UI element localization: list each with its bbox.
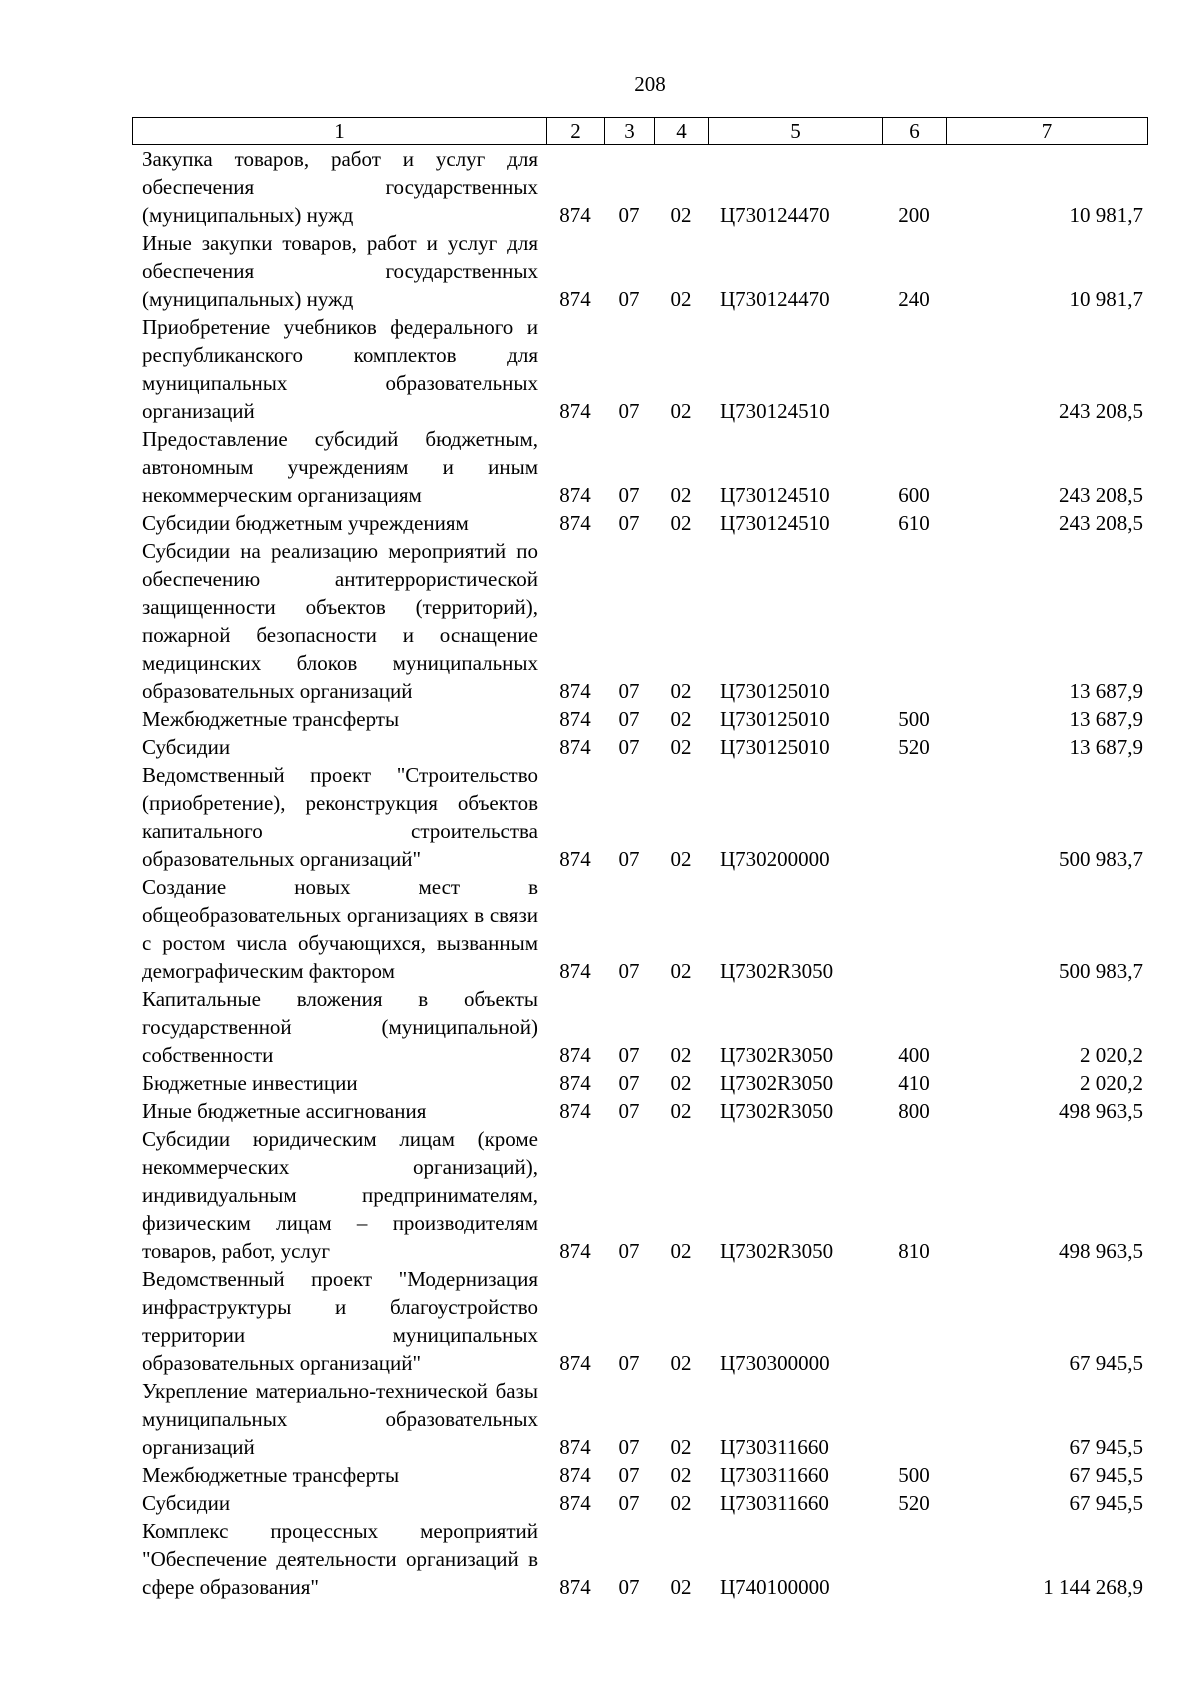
cell-col-3: 07 (618, 707, 640, 731)
cell-col-4: 02 (670, 1071, 692, 1095)
cell-col-6 (882, 313, 946, 425)
row-name: Межбюджетные трансферты (142, 1463, 400, 1487)
cell-col-4: 02 (670, 1491, 692, 1515)
row-name: Предоставление субсидий бюджетным, автономным учреждениям и иным некоммерческим организациям (142, 427, 538, 507)
budget-table (132, 145, 1147, 1601)
table-row (132, 761, 1147, 873)
row-name: Межбюджетные трансферты (142, 707, 400, 731)
cell-col-7: 2 020,2 (1080, 1043, 1143, 1067)
cell-col-4: 02 (670, 847, 692, 871)
row-name: Иные бюджетные ассигнования (142, 1099, 427, 1123)
cell-col-3: 07 (618, 959, 640, 983)
row-name: Субсидии (142, 1491, 231, 1515)
cell-col-4: 02 (670, 203, 692, 227)
cell-col-5: Ц730124510 (720, 399, 830, 423)
cell-col-2: 874 (559, 399, 591, 423)
cell-col-5: Ц730311660 (720, 1491, 829, 1515)
cell-col-3: 07 (618, 1463, 640, 1487)
cell-col-6: 200 (898, 203, 930, 227)
row-name: Приобретение учебников федерального и республиканского комплектов для муниципальных образовательных организаций (142, 315, 538, 423)
row-name: Бюджетные инвестиции (142, 1071, 358, 1095)
header-col-5: 5 (709, 118, 883, 145)
row-name: Субсидии бюджетным учреждениям (142, 511, 469, 535)
cell-col-2: 874 (559, 1463, 591, 1487)
cell-col-4: 02 (670, 399, 692, 423)
cell-col-7: 67 945,5 (1069, 1463, 1143, 1487)
cell-col-6 (882, 1265, 946, 1377)
cell-col-2: 874 (559, 1491, 591, 1515)
table-row (132, 1377, 1147, 1461)
cell-col-6 (882, 537, 946, 705)
cell-col-2: 874 (559, 1351, 591, 1375)
cell-col-4: 02 (670, 735, 692, 759)
cell-col-2: 874 (559, 1043, 591, 1067)
cell-col-6: 600 (898, 483, 930, 507)
header-col-3: 3 (605, 118, 655, 145)
cell-col-3: 07 (618, 511, 640, 535)
cell-col-7: 13 687,9 (1069, 707, 1143, 731)
cell-col-7: 13 687,9 (1069, 679, 1143, 703)
header-col-6: 6 (883, 118, 947, 145)
cell-col-5: Ц730124510 (720, 511, 830, 535)
cell-col-3: 07 (618, 1099, 640, 1123)
cell-col-4: 02 (670, 1351, 692, 1375)
cell-col-5: Ц730124470 (720, 203, 830, 227)
cell-col-5: Ц740100000 (720, 1575, 830, 1599)
cell-col-4: 02 (670, 511, 692, 535)
cell-col-3: 07 (618, 1239, 640, 1263)
cell-col-3: 07 (618, 1043, 640, 1067)
cell-col-6: 500 (898, 707, 930, 731)
cell-col-6: 810 (898, 1239, 930, 1263)
table-row (132, 873, 1147, 985)
cell-col-4: 02 (670, 1463, 692, 1487)
cell-col-4: 02 (670, 959, 692, 983)
cell-col-7: 500 983,7 (1059, 847, 1143, 871)
cell-col-5: Ц7302R3050 (720, 1239, 834, 1263)
row-name: Ведомственный проект "Строительство (приобретение), реконструкция объектов капитального строительства образовательных организаций" (142, 763, 538, 871)
table-header (132, 117, 1148, 145)
cell-col-7: 10 981,7 (1069, 287, 1143, 311)
cell-col-7: 1 144 268,9 (1043, 1575, 1143, 1599)
cell-col-3: 07 (618, 1491, 640, 1515)
table-row (132, 733, 1147, 761)
cell-col-5: Ц7302R3050 (720, 1099, 834, 1123)
cell-col-7: 498 963,5 (1059, 1239, 1143, 1263)
cell-col-3: 07 (618, 847, 640, 871)
cell-col-6: 410 (898, 1071, 930, 1095)
cell-col-5: Ц730311660 (720, 1435, 829, 1459)
cell-col-6 (882, 1377, 946, 1461)
cell-col-4: 02 (670, 1099, 692, 1123)
cell-col-2: 874 (559, 707, 591, 731)
cell-col-7: 243 208,5 (1059, 483, 1143, 507)
cell-col-5: Ц730311660 (720, 1463, 829, 1487)
cell-col-7: 67 945,5 (1069, 1435, 1143, 1459)
table-row (132, 229, 1147, 313)
row-name: Комплекс процессных мероприятий "Обеспечение деятельности организаций в сфере образования" (142, 1519, 538, 1599)
table-row (132, 313, 1147, 425)
cell-col-6: 520 (898, 735, 930, 759)
cell-col-2: 874 (559, 1239, 591, 1263)
cell-col-3: 07 (618, 735, 640, 759)
table-row (132, 705, 1147, 733)
cell-col-4: 02 (670, 1575, 692, 1599)
cell-col-3: 07 (618, 203, 640, 227)
cell-col-5: Ц730124510 (720, 483, 830, 507)
table-row (132, 1461, 1147, 1489)
table-row (132, 1069, 1147, 1097)
table-row (132, 1125, 1147, 1265)
cell-col-5: Ц730125010 (720, 735, 830, 759)
cell-col-5: Ц7302R3050 (720, 1071, 834, 1095)
row-name: Капитальные вложения в объекты государственной (муниципальной) собственности (142, 987, 538, 1067)
cell-col-7: 10 981,7 (1069, 203, 1143, 227)
cell-col-7: 243 208,5 (1059, 511, 1143, 535)
cell-col-6: 400 (898, 1043, 930, 1067)
cell-col-6 (882, 873, 946, 985)
cell-col-6: 500 (898, 1463, 930, 1487)
cell-col-4: 02 (670, 1435, 692, 1459)
cell-col-6: 520 (898, 1491, 930, 1515)
cell-col-4: 02 (670, 1043, 692, 1067)
cell-col-7: 500 983,7 (1059, 959, 1143, 983)
table-row (132, 1265, 1147, 1377)
row-name: Закупка товаров, работ и услуг для обеспечения государственных (муниципальных) нужд (142, 147, 538, 227)
cell-col-2: 874 (559, 287, 591, 311)
table-row (132, 509, 1147, 537)
table-row (132, 1097, 1147, 1125)
cell-col-3: 07 (618, 287, 640, 311)
header-col-7: 7 (947, 118, 1148, 145)
cell-col-2: 874 (559, 679, 591, 703)
cell-col-6: 240 (898, 287, 930, 311)
table-row (132, 1517, 1147, 1601)
cell-col-7: 67 945,5 (1069, 1491, 1143, 1515)
cell-col-7: 13 687,9 (1069, 735, 1143, 759)
page-number: 208 (634, 72, 666, 96)
cell-col-5: Ц730124470 (720, 287, 830, 311)
table-row (132, 425, 1147, 509)
cell-col-3: 07 (618, 1435, 640, 1459)
header-col-1: 1 (133, 118, 547, 145)
table-row (132, 1489, 1147, 1517)
row-name: Субсидии на реализацию мероприятий по обеспечению антитеррористической защищенности объектов (территорий), пожарной безопасности и оснащение медицинских блоков муниципальных образовательных организаций (142, 539, 538, 703)
cell-col-5: Ц730300000 (720, 1351, 830, 1375)
cell-col-3: 07 (618, 1351, 640, 1375)
cell-col-3: 07 (618, 1575, 640, 1599)
cell-col-3: 07 (618, 679, 640, 703)
cell-col-2: 874 (559, 847, 591, 871)
cell-col-4: 02 (670, 707, 692, 731)
cell-col-5: Ц7302R3050 (720, 959, 834, 983)
cell-col-2: 874 (559, 735, 591, 759)
row-name: Субсидии (142, 735, 231, 759)
cell-col-7: 2 020,2 (1080, 1071, 1143, 1095)
cell-col-2: 874 (559, 1435, 591, 1459)
cell-col-5: Ц730125010 (720, 707, 830, 731)
cell-col-5: Ц730200000 (720, 847, 830, 871)
cell-col-2: 874 (559, 511, 591, 535)
cell-col-2: 874 (559, 1099, 591, 1123)
cell-col-2: 874 (559, 1071, 591, 1095)
cell-col-4: 02 (670, 1239, 692, 1263)
cell-col-6: 800 (898, 1099, 930, 1123)
cell-col-4: 02 (670, 483, 692, 507)
row-name: Укрепление материально-технической базы муниципальных образовательных организаций (142, 1379, 538, 1459)
cell-col-2: 874 (559, 203, 591, 227)
cell-col-7: 243 208,5 (1059, 399, 1143, 423)
row-name: Иные закупки товаров, работ и услуг для обеспечения государственных (муниципальных) нужд (142, 231, 538, 311)
cell-col-7: 67 945,5 (1069, 1351, 1143, 1375)
cell-col-2: 874 (559, 483, 591, 507)
cell-col-6 (882, 1517, 946, 1601)
header-col-4: 4 (655, 118, 709, 145)
cell-col-6: 610 (898, 511, 930, 535)
table-row (132, 537, 1147, 705)
cell-col-2: 874 (559, 1575, 591, 1599)
table-row (132, 145, 1147, 229)
header-col-2: 2 (547, 118, 605, 145)
row-name: Создание новых мест в общеобразовательных организациях в связи с ростом числа обучающихся, вызванным демографическим фактором (142, 875, 538, 983)
cell-col-4: 02 (670, 287, 692, 311)
cell-col-7: 498 963,5 (1059, 1099, 1143, 1123)
cell-col-5: Ц7302R3050 (720, 1043, 834, 1067)
cell-col-2: 874 (559, 959, 591, 983)
cell-col-5: Ц730125010 (720, 679, 830, 703)
row-name: Ведомственный проект "Модернизация инфраструктуры и благоустройство территории муниципальных образовательных организаций" (142, 1267, 538, 1375)
cell-col-6 (882, 761, 946, 873)
cell-col-3: 07 (618, 1071, 640, 1095)
row-name: Субсидии юридическим лицам (кроме некоммерческих организаций), индивидуальным предпринимателям, физическим лицам – производителям товаров, работ, услуг (142, 1127, 538, 1263)
cell-col-3: 07 (618, 399, 640, 423)
cell-col-3: 07 (618, 483, 640, 507)
table-row (132, 985, 1147, 1069)
cell-col-4: 02 (670, 679, 692, 703)
